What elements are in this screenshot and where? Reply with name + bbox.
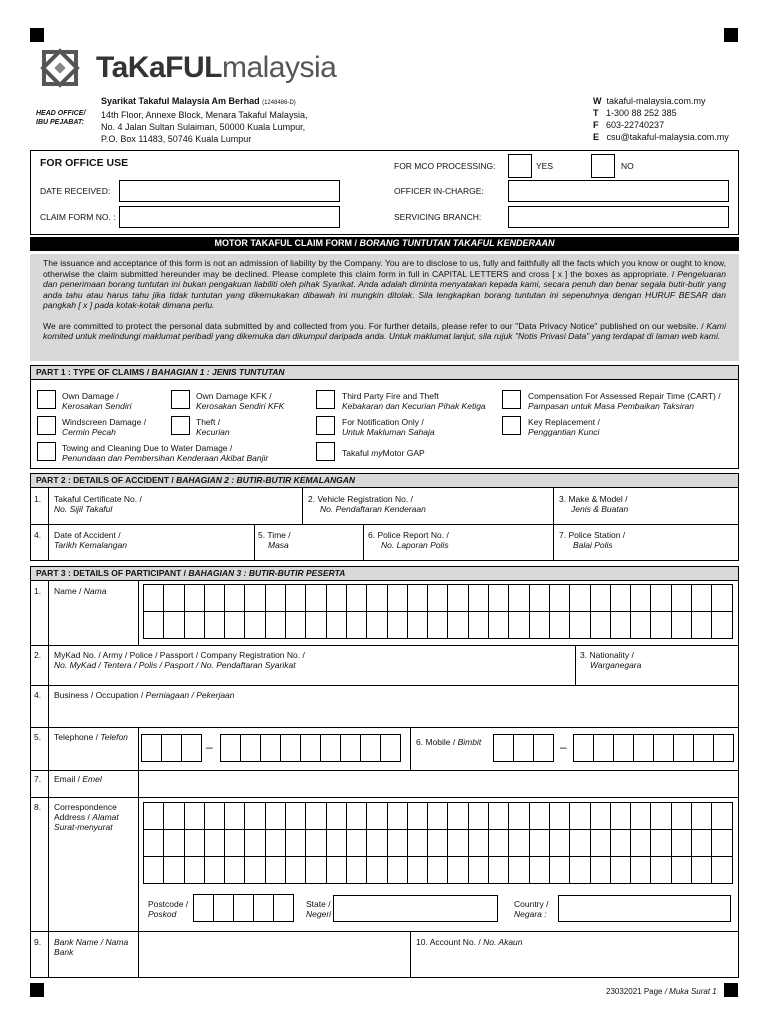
char-cell[interactable]	[260, 734, 281, 762]
char-cell[interactable]	[340, 734, 361, 762]
char-cell[interactable]	[184, 584, 205, 612]
char-cell[interactable]	[468, 856, 489, 884]
char-cell[interactable]	[569, 856, 590, 884]
char-cell[interactable]	[143, 856, 164, 884]
char-cell[interactable]	[326, 611, 347, 639]
char-cell[interactable]	[427, 584, 448, 612]
claim-form-no-label: CLAIM FORM NO. :	[40, 212, 116, 222]
char-cell[interactable]	[593, 734, 614, 762]
char-cell[interactable]	[529, 611, 550, 639]
date-received-field[interactable]	[119, 180, 340, 202]
char-cell[interactable]	[305, 802, 326, 830]
char-cell[interactable]	[366, 611, 387, 639]
char-cell[interactable]	[427, 802, 448, 830]
char-cell[interactable]	[468, 829, 489, 857]
char-cell[interactable]	[244, 584, 265, 612]
char-cell[interactable]	[569, 611, 590, 639]
char-cell[interactable]	[529, 856, 550, 884]
char-cell[interactable]	[224, 584, 245, 612]
char-cell[interactable]	[447, 584, 468, 612]
part1-header: PART 1 : TYPE OF CLAIMS / BAHAGIAN 1 : JENIS TUNTUTAN	[30, 365, 739, 380]
char-cell[interactable]	[300, 734, 321, 762]
char-cell[interactable]	[488, 802, 509, 830]
branch-label: SERVICING BRANCH:	[394, 212, 482, 222]
char-cell[interactable]	[650, 829, 671, 857]
address-grid[interactable]	[144, 803, 733, 884]
char-cell[interactable]	[630, 802, 651, 830]
char-cell[interactable]	[161, 734, 182, 762]
char-cell[interactable]	[468, 802, 489, 830]
char-cell[interactable]	[508, 611, 529, 639]
windscreen-checkbox[interactable]	[37, 416, 56, 435]
bank-name-field[interactable]: Bank Name / Nama Bank	[54, 937, 129, 957]
char-cell[interactable]	[204, 611, 225, 639]
name-grid[interactable]	[144, 585, 733, 639]
char-cell[interactable]	[549, 802, 570, 830]
third-party-checkbox[interactable]	[316, 390, 335, 409]
mco-yes-checkbox[interactable]	[508, 154, 532, 178]
mco-yes-label: YES	[536, 161, 554, 171]
char-cell[interactable]	[407, 584, 428, 612]
char-cell[interactable]	[610, 856, 631, 884]
char-cell[interactable]	[549, 611, 570, 639]
char-cell[interactable]	[320, 734, 341, 762]
char-cell[interactable]	[305, 856, 326, 884]
char-cell[interactable]	[280, 734, 301, 762]
char-cell[interactable]	[184, 856, 205, 884]
char-cell[interactable]	[213, 894, 234, 922]
char-cell[interactable]	[387, 802, 408, 830]
char-cell[interactable]	[326, 829, 347, 857]
form-title-bar: MOTOR TAKAFUL CLAIM FORM / BORANG TUNTUTAN TAKAFUL KENDERAAN	[30, 237, 739, 251]
company-name: Syarikat Takaful Malaysia Am Berhad	[101, 96, 260, 106]
char-cell[interactable]	[407, 611, 428, 639]
char-cell[interactable]	[220, 734, 241, 762]
char-cell[interactable]	[671, 584, 692, 612]
char-cell[interactable]	[346, 856, 367, 884]
char-cell[interactable]	[549, 584, 570, 612]
police-station-field[interactable]: 7. Police Station / Balai Polis	[559, 530, 626, 550]
mymotor-gap-label: Takaful myMotor GAP	[342, 448, 425, 458]
char-cell[interactable]	[427, 611, 448, 639]
char-cell[interactable]	[244, 611, 265, 639]
own-damage-kfk-label: Own Damage KFK / Kerosakan Sendiri KFK	[196, 391, 285, 411]
address-label: Correspondence Address / Alamat Surat-menyurat	[54, 802, 119, 832]
char-cell[interactable]	[650, 611, 671, 639]
notification-checkbox[interactable]	[316, 416, 335, 435]
char-cell[interactable]	[387, 584, 408, 612]
office-use-title: FOR OFFICE USE	[40, 157, 129, 169]
char-cell[interactable]	[508, 584, 529, 612]
own-damage-checkbox[interactable]	[37, 390, 56, 409]
officer-label: OFFICER IN-CHARGE:	[394, 186, 484, 196]
char-cell[interactable]	[529, 802, 550, 830]
char-cell[interactable]	[633, 734, 654, 762]
char-cell[interactable]	[671, 611, 692, 639]
char-cell[interactable]	[366, 829, 387, 857]
char-cell[interactable]	[407, 802, 428, 830]
char-cell[interactable]	[360, 734, 381, 762]
char-cell[interactable]	[590, 829, 611, 857]
char-cell[interactable]	[691, 802, 712, 830]
company-logo	[34, 44, 336, 92]
postcode-grid[interactable]	[194, 895, 294, 922]
state-label: State / Negeri	[306, 899, 332, 919]
char-cell[interactable]	[143, 584, 164, 612]
char-cell[interactable]	[240, 734, 261, 762]
char-cell[interactable]	[693, 734, 714, 762]
char-cell[interactable]	[346, 584, 367, 612]
char-cell[interactable]	[610, 611, 631, 639]
char-cell[interactable]	[447, 856, 468, 884]
char-cell[interactable]	[387, 829, 408, 857]
char-cell[interactable]	[513, 734, 534, 762]
police-report-field[interactable]: 6. Police Report No. / No. Laporan Polis	[368, 530, 449, 550]
char-cell[interactable]	[508, 829, 529, 857]
mco-no-checkbox[interactable]	[591, 154, 615, 178]
towing-label: Towing and Cleaning Due to Water Damage / Penundaan dan Pembersihan Kenderaan Akibat Banjir	[62, 443, 269, 463]
mykad-field[interactable]: MyKad No. / Army / Police / Passport / Company Registration No. / No. MyKad / Tentera / Polis / Pasport / No. Pendaftaran Syarikat	[54, 650, 305, 670]
char-cell[interactable]	[468, 584, 489, 612]
char-cell[interactable]	[265, 829, 286, 857]
char-cell[interactable]	[204, 856, 225, 884]
char-cell[interactable]	[671, 856, 692, 884]
char-cell[interactable]	[549, 856, 570, 884]
char-cell[interactable]	[181, 734, 202, 762]
char-cell[interactable]	[711, 856, 732, 884]
char-cell[interactable]	[711, 829, 732, 857]
char-cell[interactable]	[427, 856, 448, 884]
char-cell[interactable]	[529, 829, 550, 857]
char-cell[interactable]	[184, 611, 205, 639]
vehicle-reg-field[interactable]: 2. Vehicle Registration No. / No. Pendaftaran Kenderaan	[308, 494, 426, 514]
char-cell[interactable]	[305, 584, 326, 612]
email-field[interactable]	[138, 770, 139, 797]
mobile-label: 6. Mobile / Bimbit	[416, 737, 482, 747]
char-cell[interactable]	[285, 584, 306, 612]
char-cell[interactable]	[387, 856, 408, 884]
char-cell[interactable]	[163, 611, 184, 639]
notification-label: For Notification Only / Untuk Makluman Sahaja	[342, 417, 435, 437]
char-cell[interactable]	[650, 584, 671, 612]
char-cell[interactable]	[265, 584, 286, 612]
char-cell[interactable]	[233, 894, 254, 922]
takaful-emblem-icon	[34, 44, 86, 92]
char-cell[interactable]	[346, 802, 367, 830]
char-cell[interactable]	[573, 734, 594, 762]
char-cell[interactable]	[671, 829, 692, 857]
char-cell[interactable]	[713, 734, 734, 762]
char-cell[interactable]	[630, 829, 651, 857]
own-damage-label: Own Damage / Kerosakan Sendiri	[62, 391, 132, 411]
char-cell[interactable]	[673, 734, 694, 762]
theft-label: Theft / Kecurian	[196, 417, 230, 437]
char-cell[interactable]	[610, 802, 631, 830]
char-cell[interactable]	[163, 802, 184, 830]
char-cell[interactable]	[143, 829, 164, 857]
char-cell[interactable]	[265, 856, 286, 884]
registration-mark-bottom-left	[30, 983, 44, 997]
mco-no-label: NO	[621, 161, 634, 171]
char-cell[interactable]	[407, 856, 428, 884]
date-received-label: DATE RECEIVED:	[40, 186, 111, 196]
char-cell[interactable]	[711, 584, 732, 612]
char-cell[interactable]	[273, 894, 294, 922]
country-field[interactable]	[558, 895, 731, 922]
occupation-field[interactable]: Business / Occupation / Perniagaan / Pekerjaan	[54, 690, 235, 700]
key-replacement-label: Key Replacement / Penggantian Kunci	[528, 417, 600, 437]
char-cell[interactable]	[265, 802, 286, 830]
notice-panel: The issuance and acceptance of this form is not an admission of liability by the Company. You are to disclose to us, fully and faithfully all the facts which you know or ought to know, otherwise the claim submitted hereunder may be declined. Please complete this claim form in full in CAPITAL LETTERS and cross [ x ] the boxes as appropriate. / Pengeluaran dan penerimaan borang tuntutan ini bukan pengakuan liabiliti oleh pihak Syarikat. Anda adalah diminta menyatakan kepada kami, secara penuh dan benar segala butir-butir yang anda tahu atau harus tahu jika tidak tuntutan yang dikemukakan dibawah ini mungkin ditolak. Sila lengkapkan borang tuntutan ini sepenuhnya dengan HURUF BESAR dan pangkah [ x ] pada kotak-kotak dimana perlu. We are committed to protect the personal data submitted by and collected from you. For further details, please refer to our "Data Privacy Notice" published on our website. / Kami komited untuk melindungi maklumat peribadi yang dikemuka dan dikumpul daripada anda. Untuk maklumat lanjut, sila rujuk "Notis Privasi Data" yang terdapat di laman web kami.	[30, 254, 739, 361]
char-cell[interactable]	[488, 611, 509, 639]
country-label: Country / Negara :	[514, 899, 549, 919]
cart-checkbox[interactable]	[502, 390, 521, 409]
char-cell[interactable]	[366, 802, 387, 830]
char-cell[interactable]	[285, 611, 306, 639]
char-cell[interactable]	[569, 584, 590, 612]
char-cell[interactable]	[366, 584, 387, 612]
char-cell[interactable]	[244, 856, 265, 884]
char-cell[interactable]	[163, 584, 184, 612]
key-replacement-checkbox[interactable]	[502, 416, 521, 435]
char-cell[interactable]	[163, 829, 184, 857]
char-cell[interactable]	[305, 611, 326, 639]
char-cell[interactable]	[488, 584, 509, 612]
char-cell[interactable]	[326, 856, 347, 884]
char-cell[interactable]	[493, 734, 514, 762]
char-cell[interactable]	[610, 829, 631, 857]
char-cell[interactable]	[533, 734, 554, 762]
registration-mark-top-right	[724, 28, 738, 42]
towing-checkbox[interactable]	[37, 442, 56, 461]
char-cell[interactable]	[366, 856, 387, 884]
char-cell[interactable]	[387, 611, 408, 639]
char-cell[interactable]	[141, 734, 162, 762]
claim-form-no-field[interactable]	[119, 206, 340, 228]
email-label: Email / Emel	[54, 774, 102, 784]
char-cell[interactable]	[427, 829, 448, 857]
char-cell[interactable]	[569, 829, 590, 857]
char-cell[interactable]	[143, 802, 164, 830]
char-cell[interactable]	[346, 829, 367, 857]
char-cell[interactable]	[305, 829, 326, 857]
char-cell[interactable]	[613, 734, 634, 762]
contact-info: W takaful-malaysia.com.my T 1-300 88 252 385 F 603-22740237 E csu@takaful-malaysia.com.my	[593, 96, 729, 142]
date-of-accident-field[interactable]: Date of Accident / Tarikh Kemalangan	[54, 530, 127, 550]
char-cell[interactable]	[346, 611, 367, 639]
telephone-number-grid[interactable]	[221, 735, 401, 762]
char-cell[interactable]	[244, 802, 265, 830]
char-cell[interactable]	[630, 611, 651, 639]
char-cell[interactable]	[691, 584, 712, 612]
telephone-label: Telephone / Telefon	[54, 732, 128, 742]
char-cell[interactable]	[590, 856, 611, 884]
char-cell[interactable]	[630, 856, 651, 884]
theft-checkbox[interactable]	[171, 416, 190, 435]
mymotor-gap-checkbox[interactable]	[316, 442, 335, 461]
company-address: Syarikat Takaful Malaysia Am Berhad (1248486-D) 14th Floor, Annexe Block, Menara Takaful Malaysia, No. 4 Jalan Sultan Sulaiman, 50000 Kuala Lumpur, P.O. Box 11483, 50746 Kuala Lumpur	[101, 96, 308, 144]
char-cell[interactable]	[508, 802, 529, 830]
third-party-label: Third Party Fire and Theft Kebakaran dan Kecurian Pihak Ketiga	[342, 391, 486, 411]
char-cell[interactable]	[193, 894, 214, 922]
char-cell[interactable]	[326, 802, 347, 830]
brand-wordmark: TaKaFULmalaysia	[96, 51, 337, 84]
char-cell[interactable]	[590, 611, 611, 639]
windscreen-label: Windscreen Damage / Cermin Pecah	[62, 417, 147, 437]
char-cell[interactable]	[691, 829, 712, 857]
mobile-prefix-grid[interactable]	[494, 735, 554, 762]
char-cell[interactable]	[529, 584, 550, 612]
char-cell[interactable]	[447, 611, 468, 639]
char-cell[interactable]	[590, 584, 611, 612]
char-cell[interactable]	[447, 829, 468, 857]
char-cell[interactable]	[691, 611, 712, 639]
char-cell[interactable]	[253, 894, 274, 922]
char-cell[interactable]	[549, 829, 570, 857]
char-cell[interactable]	[630, 584, 651, 612]
char-cell[interactable]	[380, 734, 401, 762]
char-cell[interactable]	[184, 802, 205, 830]
char-cell[interactable]	[204, 584, 225, 612]
account-no-field[interactable]: 10. Account No. / No. Akaun	[416, 937, 523, 947]
time-field[interactable]: 5. Time / Masa	[258, 530, 291, 550]
char-cell[interactable]	[224, 856, 245, 884]
char-cell[interactable]	[488, 856, 509, 884]
char-cell[interactable]	[447, 802, 468, 830]
char-cell[interactable]	[224, 829, 245, 857]
char-cell[interactable]	[224, 802, 245, 830]
char-cell[interactable]	[285, 829, 306, 857]
char-cell[interactable]	[244, 829, 265, 857]
own-damage-kfk-checkbox[interactable]	[171, 390, 190, 409]
char-cell[interactable]	[204, 802, 225, 830]
cart-label: Compensation For Assessed Repair Time (CART) / Pampasan untuk Masa Pembaikan Taksiran	[528, 391, 721, 411]
takaful-cert-field[interactable]: Takaful Certificate No. / No. Sijil Takaful	[54, 494, 142, 514]
char-cell[interactable]	[650, 856, 671, 884]
registration-mark-top-left	[30, 28, 44, 42]
mobile-number-grid[interactable]	[574, 735, 734, 762]
page-footer: 23032021 Page / Muka Surat 1	[606, 987, 717, 996]
nationality-field[interactable]: 3. Nationality / Warganegara	[580, 650, 642, 670]
char-cell[interactable]	[285, 802, 306, 830]
telephone-prefix-grid[interactable]	[142, 735, 202, 762]
char-cell[interactable]	[691, 856, 712, 884]
char-cell[interactable]	[488, 829, 509, 857]
char-cell[interactable]	[326, 584, 347, 612]
char-cell[interactable]	[610, 584, 631, 612]
mco-processing-label: FOR MCO PROCESSING:	[394, 161, 496, 171]
char-cell[interactable]	[224, 611, 245, 639]
officer-field[interactable]	[508, 180, 729, 202]
char-cell[interactable]	[184, 829, 205, 857]
char-cell[interactable]	[671, 802, 692, 830]
char-cell[interactable]	[653, 734, 674, 762]
part2-header: PART 2 : DETAILS OF ACCIDENT / BAHAGIAN 2 : BUTIR-BUTIR KEMALANGAN	[30, 473, 739, 488]
char-cell[interactable]	[468, 611, 489, 639]
char-cell[interactable]	[569, 802, 590, 830]
postcode-label: Postcode / Poskod	[148, 899, 189, 919]
branch-field[interactable]	[508, 206, 729, 228]
char-cell[interactable]	[285, 856, 306, 884]
name-label: Name / Nama	[54, 586, 107, 596]
char-cell[interactable]	[407, 829, 428, 857]
char-cell[interactable]	[590, 802, 611, 830]
part3-header: PART 3 : DETAILS OF PARTICIPANT / BAHAGIAN 3 : BUTIR-BUTIR PESERTA	[30, 566, 739, 581]
char-cell[interactable]	[711, 611, 732, 639]
registration-mark-bottom-right	[724, 983, 738, 997]
char-cell[interactable]	[508, 856, 529, 884]
char-cell[interactable]	[711, 802, 732, 830]
make-model-field[interactable]: 3. Make & Model / Jenis & Buatan	[559, 494, 629, 514]
char-cell[interactable]	[265, 611, 286, 639]
head-office-label: HEAD OFFICE/ IBU PEJABAT:	[36, 110, 86, 126]
char-cell[interactable]	[143, 611, 164, 639]
char-cell[interactable]	[163, 856, 184, 884]
char-cell[interactable]	[650, 802, 671, 830]
char-cell[interactable]	[204, 829, 225, 857]
state-field[interactable]	[333, 895, 498, 922]
